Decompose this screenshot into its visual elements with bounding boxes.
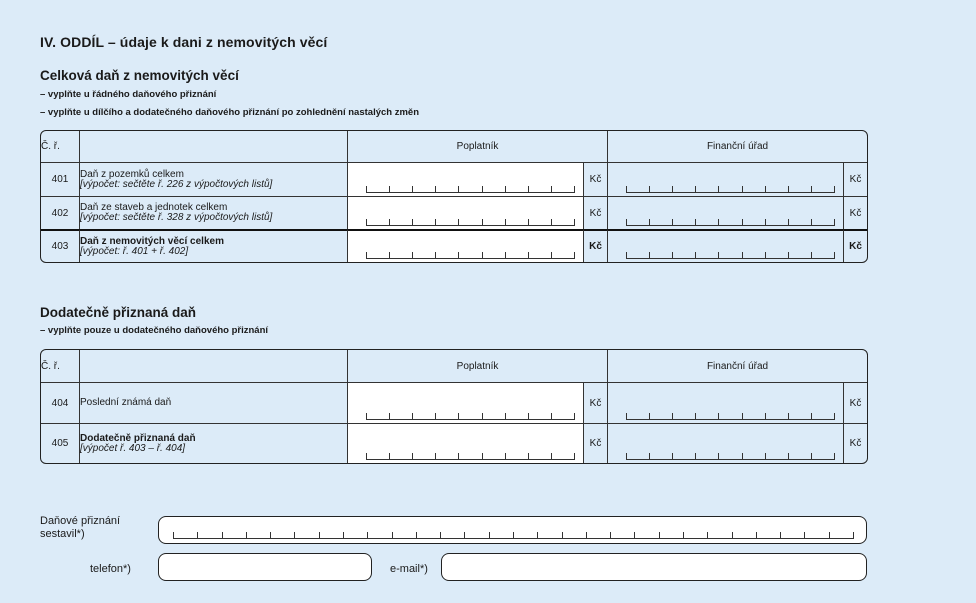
digit-tick [366,252,367,258]
currency-label: Kč [843,229,867,262]
digit-tick [416,532,417,538]
digit-tick [319,532,320,538]
currency-label: Kč [583,162,607,196]
digit-tick [464,532,465,538]
digit-tick [811,453,812,459]
row-label: Dodatečně přiznaná daň [80,432,196,444]
digit-tick [551,413,552,419]
digit-tick [811,186,812,192]
header-office: Finanční úřad [607,131,867,162]
digit-tick [389,413,390,419]
digit-tick [718,186,719,192]
digit-tick [742,186,743,192]
digit-tick [780,532,781,538]
digit-tick [528,252,529,258]
header-cr: Č. ř. [41,141,60,152]
digit-tick [412,186,413,192]
currency-label: Kč [583,229,607,262]
payer-amount-field-402[interactable] [347,196,583,229]
phone-label: telefon*) [90,563,131,575]
digit-tick [672,219,673,225]
digit-tick [246,532,247,538]
digit-tick [412,252,413,258]
digit-tick [765,252,766,258]
digit-tick [505,252,506,258]
digit-tick [683,532,684,538]
digit-tick [811,413,812,419]
row-label: Poslední známá daň [80,397,172,408]
digit-tick [718,252,719,258]
digit-tick [294,532,295,538]
digit-tick [440,532,441,538]
row-number: 404 [41,382,79,423]
row-number: 401 [41,162,79,196]
digit-tick [742,413,743,419]
digit-tick [366,219,367,225]
digit-tick [718,219,719,225]
digit-tick [649,186,650,192]
digit-tick [626,413,627,419]
digit-tick [505,219,506,225]
digit-tick [707,532,708,538]
payer-amount-field-401[interactable] [347,162,583,196]
digit-tick [853,532,854,538]
digit-tick [435,186,436,192]
digit-tick [482,219,483,225]
digit-tick [626,252,627,258]
digit-tick [528,219,529,225]
digit-tick [389,219,390,225]
digit-tick [435,453,436,459]
digit-tick [412,413,413,419]
digit-tick [505,413,506,419]
currency-label: Kč [843,423,867,463]
header-office: Finanční úřad [607,350,867,382]
digit-tick [649,252,650,258]
digit-tick [695,413,696,419]
digit-tick [672,453,673,459]
digit-tick [482,413,483,419]
row-number: 405 [41,423,79,463]
digit-tick [482,252,483,258]
digit-tick [649,453,650,459]
digit-tick [804,532,805,538]
digit-tick [834,453,835,459]
digit-tick [695,252,696,258]
digit-tick [742,219,743,225]
digit-tick [343,532,344,538]
digit-tick [458,252,459,258]
digit-tick [528,413,529,419]
currency-label: Kč [583,196,607,229]
digit-tick [765,413,766,419]
digit-tick [788,252,789,258]
header-payer: Poplatník [347,131,607,162]
office-amount-field-401 [607,162,843,196]
currency-label: Kč [583,382,607,423]
digit-tick [788,413,789,419]
digit-tick [626,219,627,225]
currency-label: Kč [843,382,867,423]
digit-tick [412,453,413,459]
digit-tick [610,532,611,538]
digit-tick [672,413,673,419]
digit-tick [222,532,223,538]
digit-tick [551,453,552,459]
digit-tick [649,219,650,225]
digit-tick [834,186,835,192]
digit-tick [574,219,575,225]
digit-tick [551,186,552,192]
digit-tick [574,186,575,192]
section-title: IV. ODDÍL – údaje k dani z nemovitých věcí [40,34,328,50]
digit-tick [574,252,575,258]
header-cr: Č. ř. [41,360,60,372]
digit-tick [458,186,459,192]
digit-tick [482,186,483,192]
digit-tick [366,186,367,192]
row-hint: [výpočet: sečtěte ř. 226 z výpočtových listů] [80,178,273,190]
total-tax-table [40,130,868,263]
row-label: Daň z pozemků celkem [80,168,184,180]
digit-tick [659,532,660,538]
digit-tick [834,252,835,258]
digit-tick [551,252,552,258]
digit-tick [366,453,367,459]
digit-tick [788,186,789,192]
digit-tick [574,413,575,419]
email-label: e-mail*) [390,563,428,575]
digit-tick [173,532,174,538]
part1-title: Celková daň z nemovitých věcí [40,68,239,83]
header-payer: Poplatník [347,350,607,382]
digit-tick [389,453,390,459]
digit-tick [765,186,766,192]
payer-amount-field-405[interactable] [347,423,583,463]
prepared-by-label [40,515,120,541]
part1-note1: – vyplňte u řádného daňového přiznání [40,89,217,100]
digit-tick [435,413,436,419]
digit-tick [489,532,490,538]
email-field[interactable] [441,553,867,581]
digit-tick [458,413,459,419]
digit-tick [528,453,529,459]
office-amount-field-402 [607,196,843,229]
digit-tick [482,453,483,459]
digit-tick [513,532,514,538]
part2-note1: – vyplňte pouze u dodatečného daňového přiznání [40,325,269,336]
digit-tick [765,453,766,459]
digit-tick [574,453,575,459]
office-amount-field-405 [607,423,843,463]
digit-tick [834,219,835,225]
row-number: 402 [41,196,79,229]
currency-label: Kč [843,162,867,196]
digit-tick [458,219,459,225]
prepared-by-label-line1: Daňové přiznání [40,515,121,527]
digit-tick [649,413,650,419]
digit-tick [765,219,766,225]
digit-tick [270,532,271,538]
office-amount-field-404 [607,382,843,423]
digit-tick [586,532,587,538]
digit-tick [732,532,733,538]
digit-tick [435,252,436,258]
digit-tick [788,219,789,225]
row-hint: [výpočet: sečtěte ř. 328 z výpočtových listů] [80,212,273,223]
digit-tick [695,219,696,225]
currency-label: Kč [583,423,607,463]
digit-tick [695,453,696,459]
digit-tick [788,453,789,459]
digit-tick [626,186,627,192]
digit-tick [829,532,830,538]
prepared-by-label-line2: sestavil*) [40,528,85,540]
digit-tick [756,532,757,538]
digit-tick [718,453,719,459]
row-label: Daň ze staveb a jednotek celkem [80,202,228,213]
digit-tick [505,453,506,459]
payer-amount-field-404[interactable] [347,382,583,423]
digit-tick [197,532,198,538]
digit-tick [672,186,673,192]
digit-tick [367,532,368,538]
part2-title: Dodatečně přiznaná daň [40,305,197,320]
row-label: Daň z nemovitých věcí celkem [80,235,224,247]
digit-tick [389,186,390,192]
office-amount-field-403 [607,229,843,262]
additional-tax-table [40,349,868,464]
currency-label: Kč [843,196,867,229]
digit-tick [695,186,696,192]
row-number: 403 [41,229,79,262]
digit-tick [742,453,743,459]
digit-tick [634,532,635,538]
digit-tick [562,532,563,538]
digit-tick [392,532,393,538]
digit-tick [672,252,673,258]
payer-amount-field-403[interactable] [347,229,583,262]
digit-tick [458,453,459,459]
digit-tick [626,453,627,459]
digit-tick [742,252,743,258]
digit-tick [551,219,552,225]
digit-tick [528,186,529,192]
digit-tick [505,186,506,192]
prepared-by-field[interactable] [158,516,867,544]
digit-tick [435,219,436,225]
part1-note2: – vyplňte u dílčího a dodatečného daňového přiznání po zohlednění nastalých změn [40,107,419,118]
digit-tick [537,532,538,538]
digit-tick [718,413,719,419]
row-hint: [výpočet ř. 403 – ř. 404] [80,442,186,454]
digit-tick [834,413,835,419]
digit-tick [366,413,367,419]
digit-tick [412,219,413,225]
digit-tick [389,252,390,258]
digit-tick [811,219,812,225]
phone-field[interactable] [158,553,372,581]
row-hint: [výpočet: ř. 401 + ř. 402] [80,245,189,257]
digit-tick [811,252,812,258]
